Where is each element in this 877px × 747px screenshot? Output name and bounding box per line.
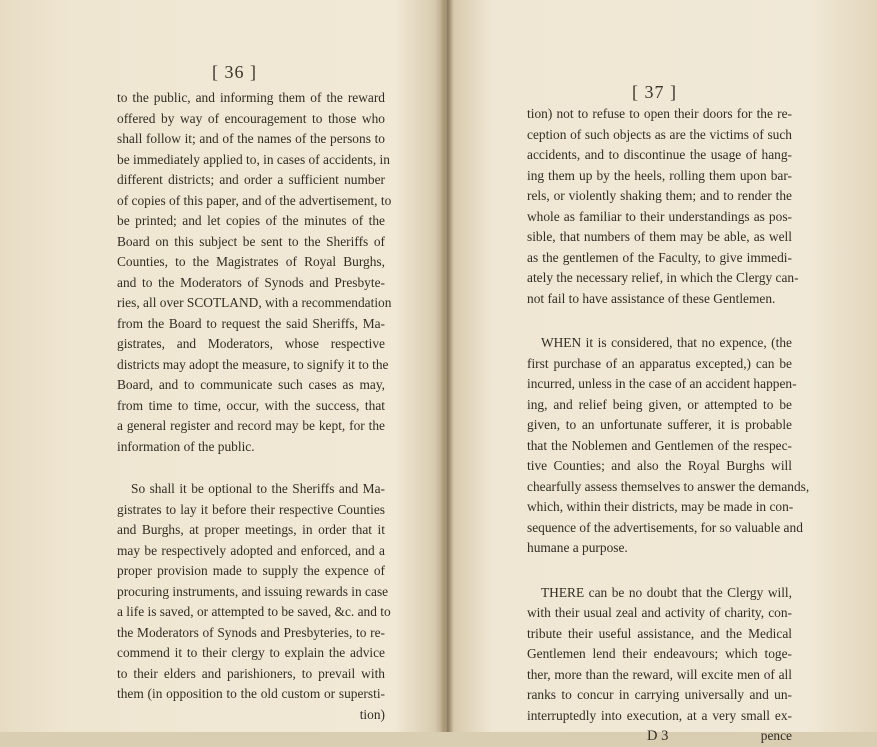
- right-page-number: [ 37 ]: [632, 82, 677, 102]
- text-line: proper provision made to supply the expence of: [117, 563, 385, 578]
- text-line: a life is saved, or attempted to be saved, &c. and to: [117, 604, 391, 619]
- text-line: different districts; and order a sufficient number: [117, 172, 385, 187]
- text-line: incurred, unless in the case of an accident happen-: [527, 376, 797, 391]
- left-page-number: [ 36 ]: [212, 62, 257, 82]
- text-line: rels, or violently shaking them; and to render the: [527, 188, 792, 203]
- text-line: ception of such objects as are the victims of such: [527, 126, 792, 142]
- text-line: from the Board to request the said Sheriffs, Ma-: [117, 315, 385, 331]
- text-line: not fail to have assistance of these Gentlemen.: [527, 290, 776, 306]
- text-line: ries, all over SCOTLAND, with a recommendation: [117, 295, 392, 310]
- text-line: WHEN it is considered, that no expence, (the: [541, 335, 792, 350]
- paragraph-gap: [527, 559, 792, 583]
- text-line: ately the necessary relief, in which the Clergy can-: [527, 270, 799, 285]
- text-line: Board on this subject be sent to the Sheriffs of: [117, 233, 385, 249]
- left-paragraph-2: [117, 479, 391, 725]
- catchword: tion): [359, 706, 385, 722]
- text-line: gistrates, and Moderators, whose respective: [117, 336, 385, 351]
- text-line: be printed; and let copies of the minutes of the: [117, 213, 385, 228]
- text-line: commend it to their clergy to explain the advice: [117, 645, 385, 660]
- left-paragraph-1: [117, 88, 392, 457]
- text-line: humane a purpose.: [527, 540, 628, 555]
- text-line: the Moderators of Synods and Presbyteries, to re-: [117, 624, 385, 640]
- text-line: chearfully assess themselves to answer the demands,: [527, 478, 810, 494]
- text-line: THERE can be no doubt that the Clergy will,: [541, 584, 792, 600]
- left-text-block: [117, 88, 392, 725]
- text-line: that the Noblemen and Gentlemen of the respec-: [527, 437, 792, 453]
- text-line: information of the public.: [117, 438, 255, 454]
- text-line: from time to time, occur, with the success, that: [117, 397, 385, 413]
- text-line: sible, that numbers of them may be able, as well: [527, 229, 792, 244]
- text-line: Counties, to the Magistrates of Royal Burghs,: [117, 254, 385, 269]
- text-line: ther, more than the reward, will excite men of all: [527, 666, 792, 682]
- right-paragraph-1: [527, 104, 799, 309]
- right-paragraph-3: [527, 583, 792, 727]
- text-line: shall follow it; and of the names of the persons to: [117, 131, 385, 146]
- text-line: with their usual zeal and activity of charity, con-: [527, 605, 792, 620]
- catchword: pence: [760, 728, 792, 743]
- paragraph-gap: [527, 309, 792, 333]
- text-line: to the public, and informing them of the reward: [117, 90, 385, 105]
- signature-mark: D 3: [647, 728, 669, 744]
- right-text-block: [527, 104, 810, 747]
- text-line: whole as familiar to their understandings as pos-: [527, 208, 792, 224]
- text-line: ing them up by the heels, rolling them upon bar-: [527, 167, 792, 183]
- text-line: ranks to concur in carrying universally and un-: [527, 687, 792, 702]
- text-line: of copies of this paper, and of the advertisement, to: [117, 192, 392, 208]
- text-line: So shall it be optional to the Sheriffs and Ma-: [131, 481, 385, 496]
- text-line: gistrates to lay it before their respective Counties: [117, 501, 385, 517]
- text-line: ing, and relief being given, or attempted to be: [527, 396, 792, 412]
- text-line: sequence of the advertisements, for so valuable and: [527, 519, 803, 535]
- text-line: Gentlemen lend their endeavours; which toge-: [527, 646, 792, 661]
- right-paragraph-2: [527, 333, 810, 559]
- text-line: and to the Moderators of Synods and Presbyte-: [117, 274, 385, 290]
- page-footer: [527, 726, 792, 747]
- text-line: tive Counties; and also the Royal Burghs will: [527, 458, 792, 473]
- text-line: offered by way of encouragement to those who: [117, 110, 385, 126]
- paragraph-gap: [117, 457, 385, 479]
- text-line: tion) not to refuse to open their doors for the re-: [527, 106, 792, 121]
- left-page: [0, 0, 446, 732]
- text-line: be immediately applied to, in cases of accidents, in: [117, 151, 390, 167]
- text-line: districts may adopt the measure, to signify it to the: [117, 356, 389, 372]
- text-line: tribute their useful assistance, and the Medical: [527, 625, 792, 641]
- text-line: as the gentlemen of the Faculty, to give immedi-: [527, 249, 792, 265]
- text-line: which, within their districts, may be made in con-: [527, 499, 794, 514]
- text-line: Board, and to communicate such cases as may,: [117, 377, 385, 392]
- text-line: may be respectively adopted and enforced, and a: [117, 542, 385, 558]
- text-line: a general register and record may be kept, for the: [117, 418, 385, 433]
- text-line: procuring instruments, and issuing rewards in case: [117, 583, 389, 599]
- text-line: to their elders and parishioners, to prevail with: [117, 665, 385, 681]
- text-line: interruptedly into execution, at a very small ex-: [527, 707, 792, 723]
- text-line: them (in opposition to the old custom or supersti-: [117, 686, 385, 701]
- text-line: first purchase of an apparatus excepted,) can be: [527, 355, 792, 371]
- text-line: given, to an unfortunate sufferer, it is probable: [527, 417, 792, 432]
- text-line: accidents, and to discontinue the usage of hang-: [527, 147, 792, 162]
- text-line: and Burghs, at proper meetings, in order that it: [117, 522, 385, 537]
